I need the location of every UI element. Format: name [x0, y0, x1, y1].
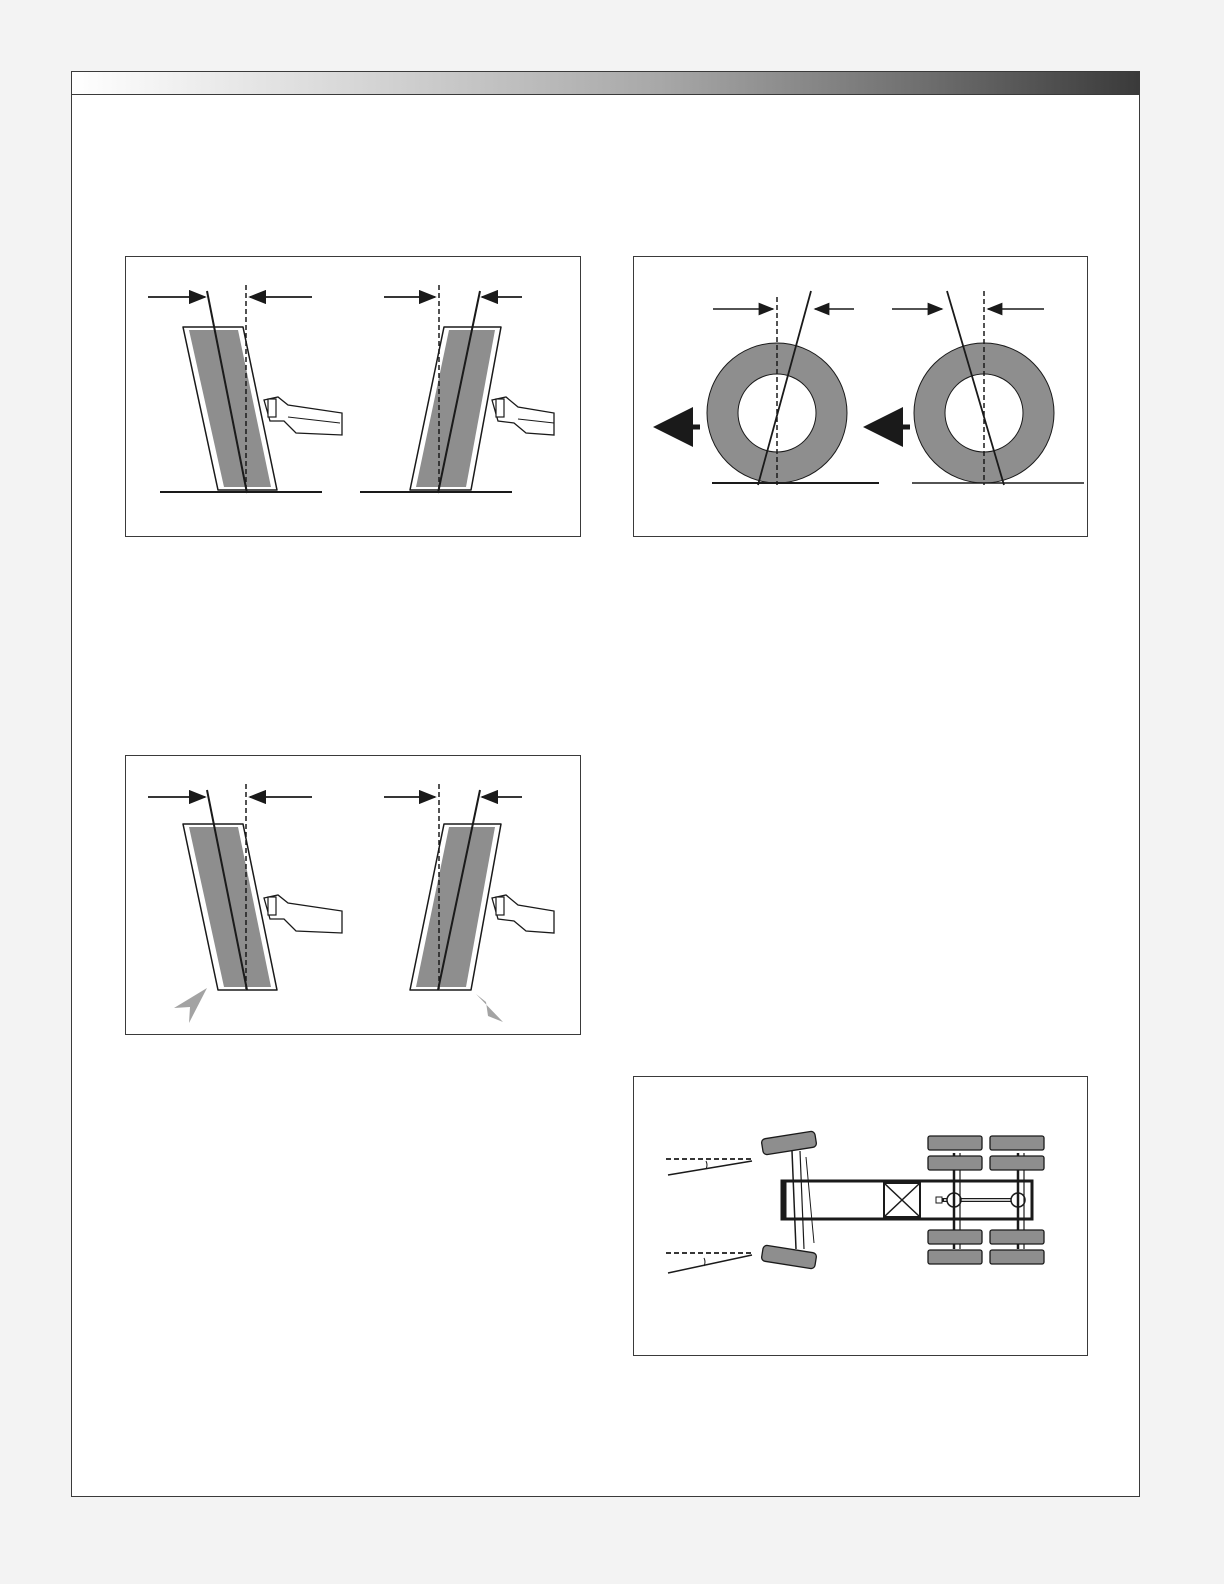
- caster-figure: [633, 256, 1088, 537]
- tire-left-wear: [148, 784, 342, 1023]
- tire-right-wear: [384, 784, 554, 1022]
- tire-left-camber: [148, 285, 342, 493]
- caster-diagram: [634, 257, 1089, 538]
- camber-wear-figure: [125, 755, 581, 1035]
- camber-diagram: [126, 257, 582, 538]
- front-axle: [666, 1131, 817, 1273]
- tire-left-caster: [658, 291, 879, 485]
- toe-figure: [633, 1076, 1088, 1356]
- tire-right-camber: [360, 285, 554, 493]
- wear-marker-icon: [174, 988, 207, 1023]
- camber-wear-diagram: [126, 756, 582, 1036]
- camber-figure: [125, 256, 581, 537]
- header-bar: [72, 72, 1139, 95]
- tire-right-caster: [868, 291, 1084, 485]
- wear-marker-icon: [476, 994, 503, 1022]
- toe-in-diagram: [634, 1077, 1089, 1357]
